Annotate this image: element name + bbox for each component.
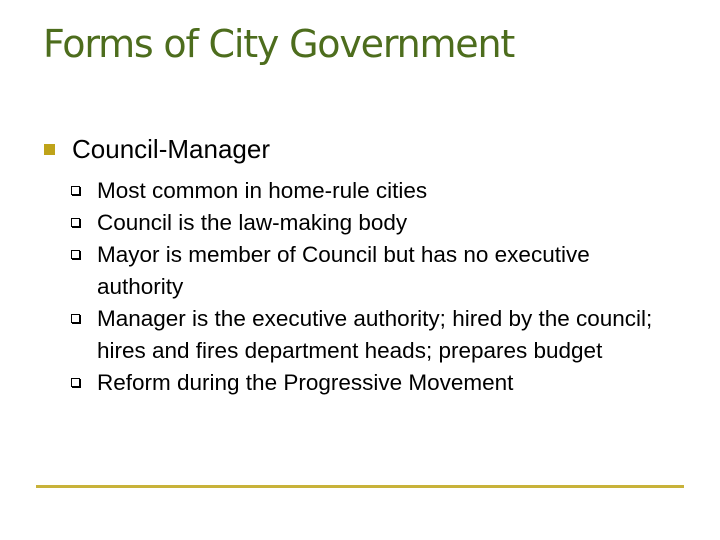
bullet-label: Council-Manager bbox=[72, 134, 270, 164]
slide-title: Forms of City Government bbox=[43, 22, 515, 66]
sub-bullet-text: Manager is the executive authority; hired by the council; hires and fires department heads; prepares budget bbox=[97, 306, 653, 363]
hollow-box-bullet-icon bbox=[71, 378, 80, 387]
square-bullet-icon bbox=[44, 144, 55, 155]
sub-bullet-item bbox=[71, 175, 691, 207]
hollow-box-bullet-icon bbox=[71, 250, 80, 259]
hollow-box-bullet-icon bbox=[71, 314, 80, 323]
hollow-box-bullet-icon bbox=[71, 218, 80, 227]
sub-bullet-text: Council is the law-making body bbox=[97, 210, 408, 235]
sub-bullet-item bbox=[71, 239, 691, 303]
hollow-box-bullet-icon bbox=[71, 186, 80, 195]
sub-bullet-item bbox=[71, 367, 691, 399]
sub-bullet-item bbox=[71, 207, 691, 239]
bullet-council-manager bbox=[44, 133, 270, 165]
sub-bullet-item bbox=[71, 303, 691, 367]
sub-bullet-text: Mayor is member of Council but has no executive authority bbox=[97, 242, 590, 299]
sub-bullet-text: Reform during the Progressive Movement bbox=[97, 370, 514, 395]
sub-bullet-text: Most common in home-rule cities bbox=[97, 178, 428, 203]
footer-divider bbox=[36, 485, 684, 488]
sub-bullet-list bbox=[71, 175, 691, 399]
